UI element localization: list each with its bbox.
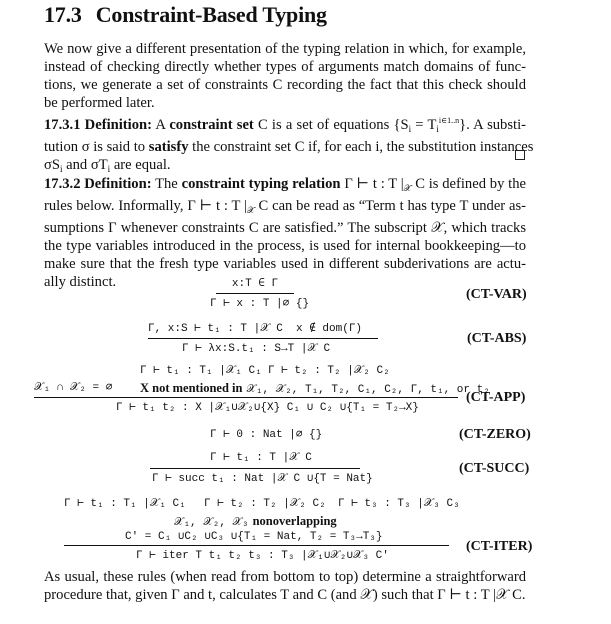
rule-premise: Γ, x:S ⊢ t₁ : T |𝒳 C <box>148 323 283 335</box>
def1-text: the constraint set C if, for each i, the substitution instances <box>192 139 534 155</box>
subscript: 𝒳 <box>403 183 412 193</box>
def1-text: are equal. <box>110 157 171 173</box>
rule-conclusion: Γ ⊢ t₁ t₂ : X |𝒳₁∪𝒳₂∪{X} C₁ ∪ C₂ ∪{T₁ = T₂→X} <box>116 402 419 414</box>
section-heading <box>44 2 327 28</box>
def2-line-1 <box>44 175 526 197</box>
rule-side-condition <box>140 379 490 397</box>
section-title: Constraint-Based Typing <box>95 2 327 27</box>
def2-text: is defined by the <box>428 176 526 192</box>
rule-side-condition: 𝒳₁ ∩ 𝒳₂ = ∅ <box>34 382 113 394</box>
index-range: i∈1..n <box>438 116 460 125</box>
rule-premise: Γ ⊢ t₁ : T₁ |𝒳₁ C₁ <box>64 498 186 510</box>
intro-line: We now give a different presentation of the typing relation in which, for example, <box>44 41 526 57</box>
outro-line: procedure that, given Γ and t, calculates T and C (and 𝒳) such that Γ ⊢ t : T |𝒳 C. <box>44 587 526 603</box>
def1-text: }. A substi- <box>459 117 526 133</box>
def2-text: rules below. Informally, <box>44 198 184 214</box>
judgment: Γ ⊢ t : T | <box>344 176 404 192</box>
def2-term: constraint typing relation <box>181 176 341 192</box>
rule-premise: C′ = C₁ ∪C₂ ∪C₃ ∪{T₁ = Nat, T₂ = T₃→T₃} <box>125 531 383 543</box>
definition-constraint-set <box>44 112 534 178</box>
def1-text: C is a set of equations {S <box>258 117 409 133</box>
def2-line-6: ally distinct. <box>44 274 117 290</box>
section-number: 17.3 <box>44 2 82 27</box>
def2-label: 17.3.2 Definition: <box>44 176 152 192</box>
side-condition-text: nonoverlapping <box>252 514 337 528</box>
def1-line-2 <box>44 138 534 156</box>
intro-line: be performed later. <box>44 95 155 111</box>
inference-bar <box>216 293 294 294</box>
def2-line-4: the type variables introduced in the process, is used for internal bookkeeping—to <box>44 238 526 254</box>
rule-name: (CT-ABS) <box>467 331 527 346</box>
rule-premise: Γ ⊢ t₃ : T₃ |𝒳₃ C₃ <box>338 498 460 510</box>
subscript: i <box>436 124 439 134</box>
inference-bar <box>34 397 458 398</box>
rule-conclusion: Γ ⊢ succ t₁ : Nat |𝒳 C ∪{T = Nat} <box>152 473 373 485</box>
rule-premise: x:T ∈ Γ <box>231 278 279 290</box>
def1-term-satisfy: satisfy <box>148 139 189 155</box>
inference-bar <box>150 468 360 469</box>
def2-line-5: make sure that the fresh type variables used in different subderivations are actu- <box>44 256 526 272</box>
rule-name: (CT-SUCC) <box>459 461 530 476</box>
outro-line: As usual, these rules (when read from bottom to top) determine a straightforward <box>44 569 526 585</box>
judgment-constraint: C <box>415 176 425 192</box>
rule-premise: Γ ⊢ t₁ : T₁ |𝒳₁ C₁ <box>140 365 262 377</box>
def1-term: constraint set <box>169 117 254 133</box>
def1-text: and σT <box>62 157 108 173</box>
def1-text: tution σ is said to <box>44 139 146 155</box>
definition-constraint-typing <box>44 175 526 291</box>
judgment: Γ ⊢ t : T | <box>187 198 247 214</box>
def1-line-1 <box>44 112 526 138</box>
side-condition-vars: 𝒳₁, 𝒳₂, T₁, T₂, C₁, C₂, Γ, t₁, or t₂ <box>246 384 490 396</box>
def2-text: The <box>155 176 178 192</box>
rule-conclusion: Γ ⊢ λx:S.t₁ : S→T |𝒳 C <box>182 343 331 355</box>
inference-bar <box>148 338 378 339</box>
rule-side-condition: x ∉ dom(Γ) <box>296 323 363 335</box>
def1-text: = T <box>411 117 437 133</box>
qed-square-icon <box>515 150 525 160</box>
inference-bar <box>64 545 449 546</box>
rule-conclusion: Γ ⊢ x : T |∅ {} <box>210 298 310 310</box>
rule-name: (CT-VAR) <box>466 287 527 302</box>
rule-premise: Γ ⊢ t₂ : T₂ |𝒳₂ C₂ <box>204 498 326 510</box>
intro-line: instead of checking directly whether types of arguments match domains of func- <box>44 59 526 75</box>
subscript: 𝒳 <box>246 205 255 215</box>
rule-name: (CT-ITER) <box>466 539 533 554</box>
def2-line-3: sumptions Γ whenever constraints C are satisfied.” The subscript 𝒳, which tracks <box>44 220 526 236</box>
subscript: i <box>107 164 111 174</box>
rule-name: (CT-ZERO) <box>459 427 531 442</box>
side-condition-vars: 𝒳₁, 𝒳₂, 𝒳₃ <box>174 517 249 529</box>
def1-text: σS <box>44 157 60 173</box>
subscript: i <box>408 124 412 134</box>
intro-paragraph <box>44 40 526 112</box>
rule-side-condition <box>174 512 337 530</box>
intro-line: tions, we generate a set of constraints C recording the fact that this check should <box>44 77 526 93</box>
def1-text: A <box>155 117 166 133</box>
rule-conclusion: Γ ⊢ 0 : Nat |∅ {} <box>210 429 323 441</box>
def2-line-2 <box>44 197 526 219</box>
outro-paragraph <box>44 568 526 604</box>
judgment-constraint: C <box>258 198 269 214</box>
side-condition-text: X not mentioned in <box>140 381 243 395</box>
rule-name: (CT-APP) <box>466 390 526 405</box>
rule-conclusion: Γ ⊢ iter T t₁ t₂ t₃ : T₃ |𝒳₁∪𝒳₂∪𝒳₃ C′ <box>136 550 389 562</box>
def1-label: 17.3.1 Definition: <box>44 117 152 133</box>
rule-premise: Γ ⊢ t₁ : T |𝒳 C <box>210 452 312 464</box>
def2-text: can be read as “Term t has type T under as- <box>272 198 527 214</box>
subscript: i <box>59 164 63 174</box>
rule-premise: Γ ⊢ t₂ : T₂ |𝒳₂ C₂ <box>268 365 390 377</box>
